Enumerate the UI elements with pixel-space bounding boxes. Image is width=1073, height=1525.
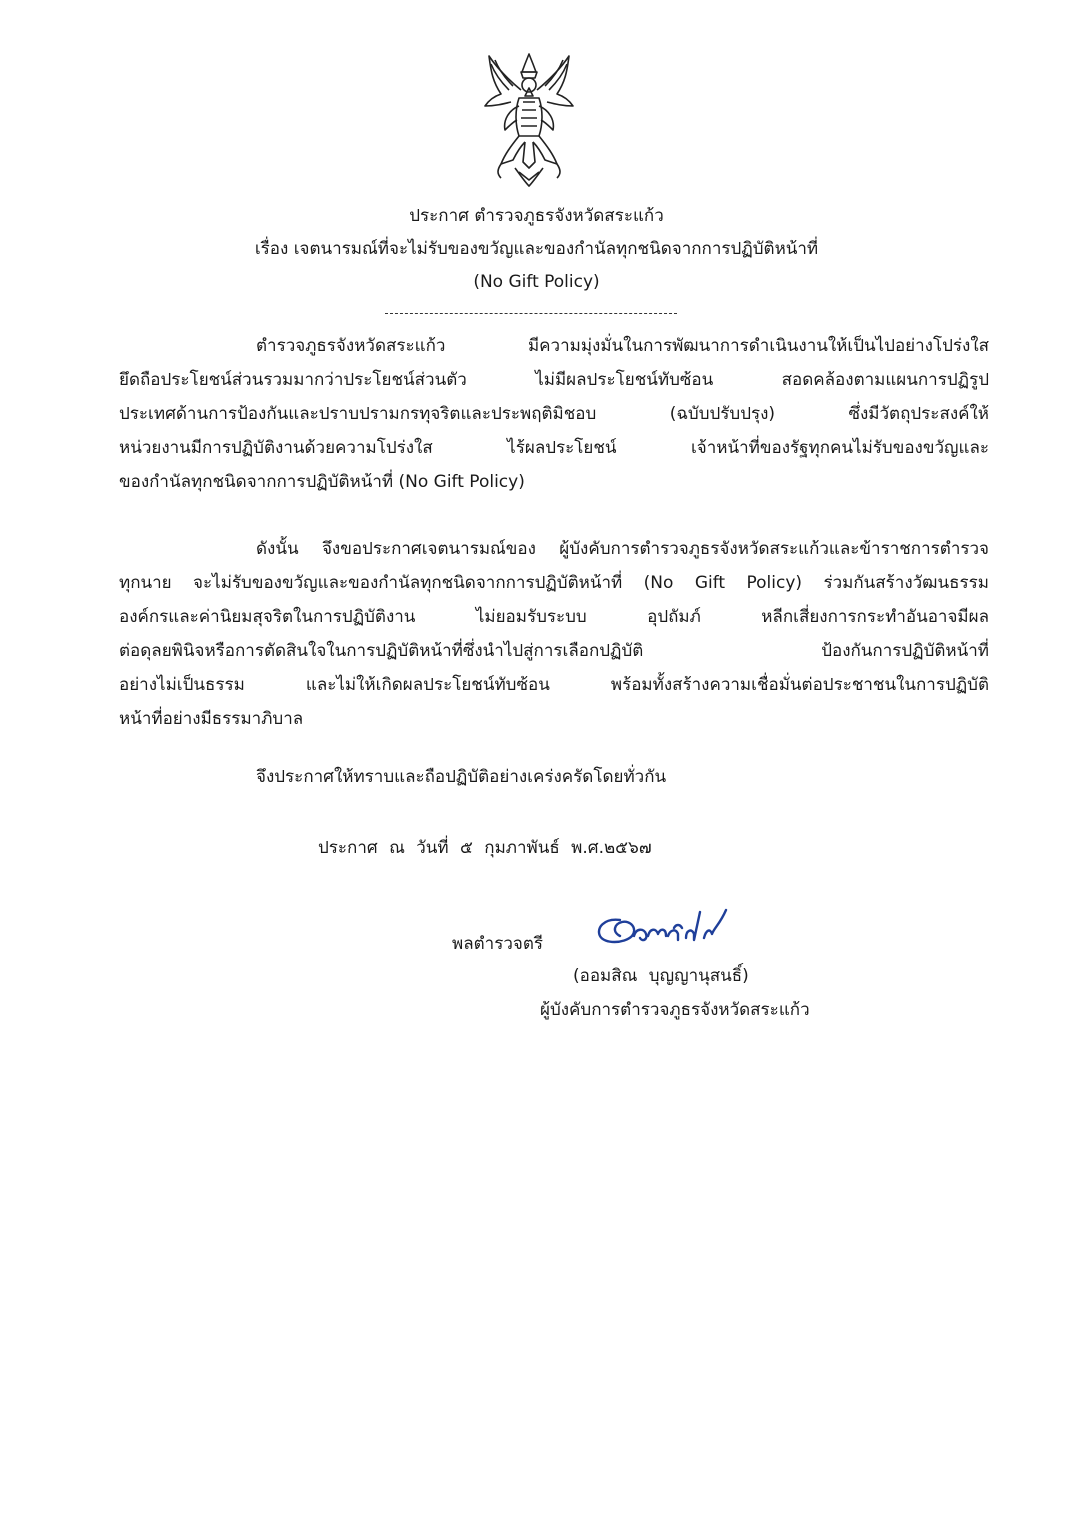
paragraph-line: ของกำนัลทุกชนิดจากการปฏิบัติหน้าที่ (No Gift Policy) bbox=[119, 472, 525, 492]
header-policy-name: (No Gift Policy) bbox=[473, 272, 600, 292]
paragraph-line: ทุกนาย จะไม่รับของขวัญและของกำนัลทุกชนิดจากการปฏิบัติหน้าที่ (No Gift Policy) ร่วมกันสร้างวัฒนธรรม bbox=[119, 573, 989, 593]
paragraph-line: อย่างไม่เป็นธรรม และไม่ให้เกิดผลประโยชน์ทับซ้อน พร้อมทั้งสร้างความเชื่อมั่นต่อประชาชนในการปฏิบัติ bbox=[119, 675, 989, 695]
header-divider bbox=[385, 313, 677, 314]
header-subject: เรื่อง เจตนารมณ์ที่จะไม่รับของขวัญและของกำนัลทุกชนิดจากการปฏิบัติหน้าที่ bbox=[254, 239, 819, 259]
signer-rank: พลตำรวจตรี bbox=[452, 934, 544, 954]
paragraph-line: ต่อดุลยพินิจหรือการตัดสินใจในการปฏิบัติหน้าที่ซึ่งนำไปสู่การเลือกปฏิบัติ ป้องกันการปฏิบัติหน้าที่ bbox=[119, 641, 989, 661]
paragraph-2 bbox=[119, 532, 989, 736]
signer-title: ผู้บังคับการตำรวจภูธรจังหวัดสระแก้ว bbox=[540, 1000, 810, 1020]
paragraph-line: ดังนั้น จึงขอประกาศเจตนารมณ์ของ ผู้บังคับการตำรวจภูธรจังหวัดสระแก้วและข้าราชการตำรวจ bbox=[256, 539, 989, 559]
paragraph-line: องค์กรและค่านิยมสุจริตในการปฏิบัติงาน ไม่ยอมรับระบบ อุปถัมภ์ หลีกเสี่ยงการกระทำอันอาจมีผล bbox=[119, 607, 989, 627]
announcement-header bbox=[0, 200, 1073, 299]
garuda-emblem-icon bbox=[475, 50, 583, 190]
paragraph-line: ยึดถือประโยชน์ส่วนรวมมากว่าประโยชน์ส่วนตัว ไม่มีผลประโยชน์ทับซ้อน สอดคล้องตามแผนการปฏิรูป bbox=[119, 370, 989, 390]
header-issuer: ประกาศ ตำรวจภูธรจังหวัดสระแก้ว bbox=[409, 206, 664, 226]
paragraph-1 bbox=[119, 329, 989, 499]
closing-statement: จึงประกาศให้ทราบและถือปฏิบัติอย่างเคร่งครัดโดยทั่วกัน bbox=[256, 767, 667, 787]
paragraph-line: หน้าที่อย่างมีธรรมาภิบาล bbox=[119, 709, 304, 729]
paragraph-line: หน่วยงานมีการปฏิบัติงานด้วยความโปร่งใส ไร้ผลประโยชน์ เจ้าหน้าที่ของรัฐทุกคนไม่รับของขวัญและ bbox=[119, 438, 989, 458]
paragraph-line: ประเทศด้านการป้องกันและปราบปรามกรทุจริตและประพฤติมิชอบ (ฉบับปรับปรุง) ซึ่งมีวัตถุประสงค์ให้ bbox=[119, 404, 989, 424]
signer-name: (ออมสิณ บุญญานุสนธิ์) bbox=[573, 966, 749, 986]
paragraph-line: ตำรวจภูธรจังหวัดสระแก้ว มีความมุ่งมั่นในการพัฒนาการดำเนินงานให้เป็นไปอย่างโปร่งใส bbox=[256, 336, 989, 356]
announcement-date: ประกาศ ณ วันที่ ๕ กุมภาพันธ์ พ.ศ.๒๕๖๗ bbox=[318, 838, 652, 858]
handwritten-signature bbox=[590, 898, 740, 958]
